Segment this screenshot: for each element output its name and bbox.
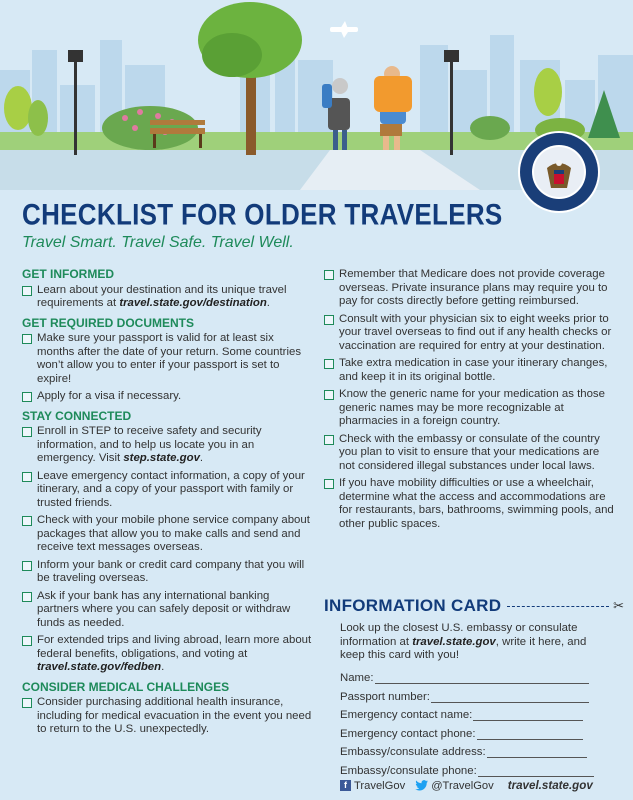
embassy-address-line[interactable] bbox=[487, 746, 587, 758]
checklist-item[interactable]: Apply for a visa if necessary. bbox=[22, 390, 312, 404]
information-card bbox=[324, 596, 624, 777]
page-title: CHECKLIST FOR OLDER TRAVELERS bbox=[22, 197, 503, 232]
name-line[interactable] bbox=[375, 672, 589, 684]
info-card-header bbox=[324, 596, 624, 616]
embassy-address-field[interactable]: Embassy/consulate address: bbox=[340, 740, 624, 759]
info-card-title: INFORMATION CARD bbox=[324, 596, 502, 615]
embassy-phone-line[interactable] bbox=[478, 765, 594, 777]
step-link[interactable]: step.state.gov bbox=[123, 452, 200, 464]
section-heading-stay-connected: STAY CONNECTED bbox=[22, 408, 132, 423]
facebook-handle[interactable]: TravelGov bbox=[354, 779, 406, 792]
site-link[interactable]: travel.state.gov bbox=[507, 779, 593, 792]
left-column bbox=[22, 268, 312, 741]
passport-number-line[interactable] bbox=[431, 691, 589, 703]
checkbox-icon[interactable] bbox=[22, 516, 32, 526]
checkbox-icon[interactable] bbox=[22, 334, 32, 344]
checkbox-icon[interactable] bbox=[324, 359, 334, 369]
checkbox-icon[interactable] bbox=[324, 390, 334, 400]
twitter-handle[interactable]: @TravelGov bbox=[431, 779, 494, 792]
destination-link[interactable]: travel.state.gov/destination bbox=[119, 297, 267, 309]
checklist-item[interactable]: Make sure your passport is valid for at least six months after the date of your return. Some countries won’t allow you to enter if your passport is set to expire! bbox=[22, 332, 312, 386]
checklist-item[interactable]: Inform your bank or credit card company that you will be traveling overseas. bbox=[22, 559, 312, 586]
emergency-contact-name-line[interactable] bbox=[473, 709, 583, 721]
emergency-contact-phone-field[interactable]: Emergency contact phone: bbox=[340, 721, 624, 740]
checkbox-icon[interactable] bbox=[22, 392, 32, 402]
department-of-state-seal bbox=[517, 130, 601, 214]
checklist-item[interactable]: Check with the embassy or consulate of the country you plan to visit to ensure that your medications are not considered illegal substances under local laws. bbox=[324, 433, 616, 474]
checkbox-icon[interactable] bbox=[22, 636, 32, 646]
section-heading-documents: GET REQUIRED DOCUMENTS bbox=[22, 315, 195, 330]
travel-state-gov-link[interactable]: travel.state.gov bbox=[412, 635, 496, 648]
embassy-phone-field[interactable]: Embassy/consulate phone: bbox=[340, 758, 624, 777]
checkbox-icon[interactable] bbox=[22, 592, 32, 602]
checklist-item[interactable]: For extended trips and living abroad, learn more about federal benefits, obligations, and voting at travel.state.gov/fedben. bbox=[22, 634, 312, 675]
facebook-icon[interactable]: f bbox=[340, 780, 351, 791]
checklist-item[interactable]: Consult with your physician six to eight weeks prior to your travel overseas to find out if any health checks or vaccination are required for entry at your destination. bbox=[324, 313, 616, 354]
checklist-item[interactable]: Ask if your bank has any international banking partners where you can safely deposit or withdraw funds as needed. bbox=[22, 590, 312, 631]
checkbox-icon[interactable] bbox=[22, 472, 32, 482]
emergency-contact-phone-line[interactable] bbox=[477, 728, 583, 740]
section-heading-medical: CONSIDER MEDICAL CHALLENGES bbox=[22, 679, 230, 694]
checkbox-icon[interactable] bbox=[324, 479, 334, 489]
tagline: Travel Smart. Travel Safe. Travel Well. bbox=[22, 234, 294, 251]
checkbox-icon[interactable] bbox=[22, 427, 32, 437]
checklist-item[interactable]: Enroll in STEP to receive safety and security information, and to help us locate you in an emergency. Visit step.state.gov. bbox=[22, 425, 312, 466]
info-card-intro: Look up the closest U.S. embassy or consulate information at travel.state.gov, write it here, and keep this card with you! bbox=[340, 622, 587, 661]
cut-line bbox=[507, 606, 609, 607]
checklist-item[interactable]: Learn about your destination and its unique travel requirements at travel.state.gov/destination. bbox=[22, 284, 312, 311]
checklist-item[interactable]: Check with your mobile phone service company about packages that allow you to make calls and send and receive text messages overseas. bbox=[22, 514, 312, 555]
checkbox-icon[interactable] bbox=[324, 270, 334, 280]
section-heading-get-informed: GET INFORMED bbox=[22, 267, 114, 281]
footer bbox=[340, 779, 593, 792]
checkbox-icon[interactable] bbox=[324, 435, 334, 445]
fedben-link[interactable]: travel.state.gov/fedben bbox=[37, 661, 162, 673]
passport-number-field[interactable]: Passport number: bbox=[340, 684, 624, 703]
checklist-item[interactable]: Remember that Medicare does not provide coverage overseas. Private insurance plans may require you to pay for costs directly before getting reimbursed. bbox=[324, 268, 616, 309]
checkbox-icon[interactable] bbox=[22, 286, 32, 296]
name-field[interactable]: Name: bbox=[340, 666, 624, 685]
checklist-item[interactable]: Know the generic name for your medication as those generic names may be more recognizable at pharmacies in a foreign country. bbox=[324, 388, 616, 429]
emergency-contact-name-field[interactable]: Emergency contact name: bbox=[340, 703, 624, 722]
scissors-icon: ✂ bbox=[613, 598, 624, 613]
right-column bbox=[324, 268, 616, 535]
checklist-item[interactable]: Leave emergency contact information, a copy of your itinerary, and a copy of your passport with family or trusted friends. bbox=[22, 470, 312, 511]
twitter-icon[interactable] bbox=[415, 780, 428, 791]
checklist-item[interactable]: If you have mobility difficulties or use a wheelchair, determine what the access and accommodations are for restaurants, bars, bathrooms, swimming pools, and other public spaces. bbox=[324, 477, 616, 531]
checkbox-icon[interactable] bbox=[22, 698, 32, 708]
checkbox-icon[interactable] bbox=[22, 561, 32, 571]
checklist-item[interactable]: Take extra medication in case your itinerary changes, and keep it in its original bottle. bbox=[324, 357, 616, 384]
checkbox-icon[interactable] bbox=[324, 315, 334, 325]
checklist-item[interactable]: Consider purchasing additional health insurance, including for medical evacuation in the event you need to return to the U.S. unexpectedly. bbox=[22, 696, 312, 737]
